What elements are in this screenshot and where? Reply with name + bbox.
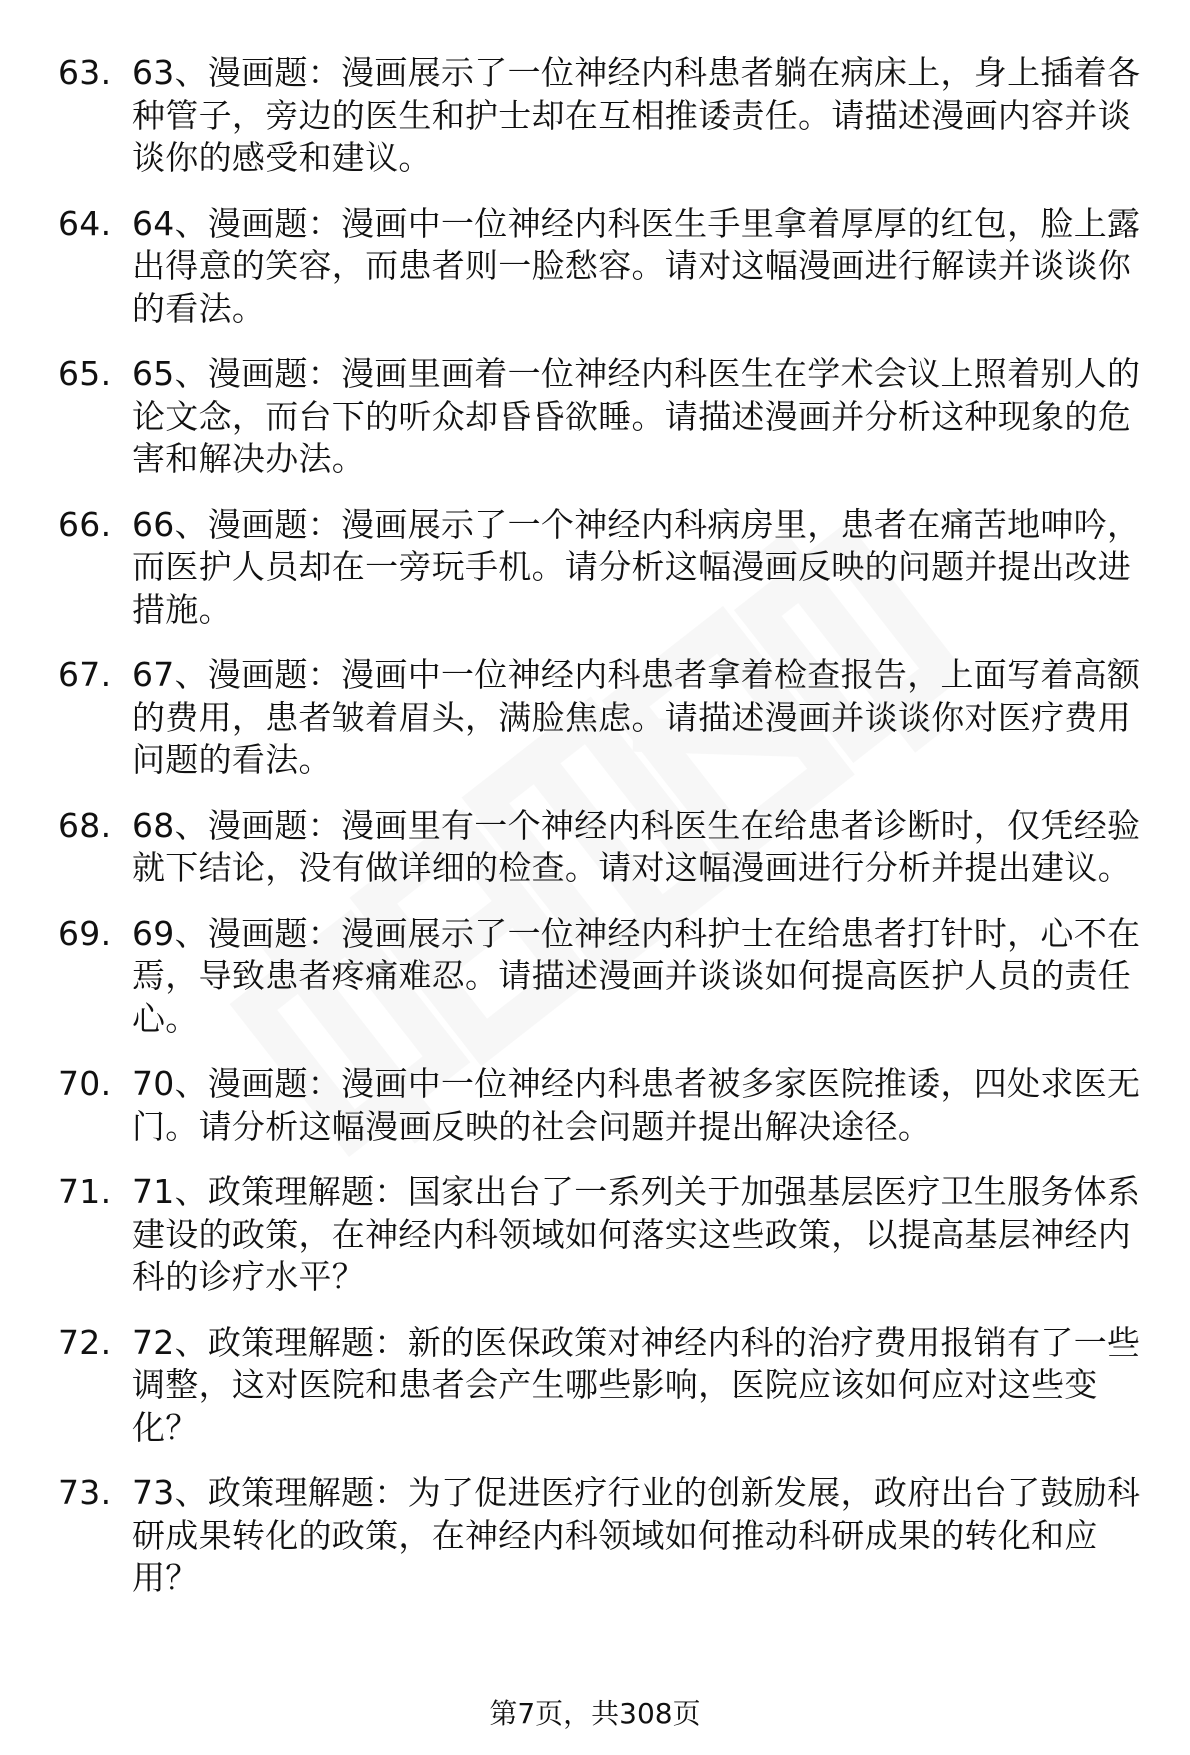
question-item-70 <box>58 1063 1148 1148</box>
question-text: 66、漫画题：漫画展示了一个神经内科病房里，患者在痛苦地呻吟，而医护人员却在一旁玩手机。请分析这幅漫画反映的问题并提出改进措施。 <box>132 504 1141 629</box>
question-item-72 <box>58 1322 1148 1450</box>
question-number: 65. <box>58 354 112 393</box>
question-item-68 <box>58 805 1148 890</box>
question-item-63 <box>58 52 1148 180</box>
question-text: 65、漫画题：漫画里画着一位神经内科医生在学术会议上照着别人的论文念，而台下的听众却昏昏欲睡。请描述漫画并分析这种现象的危害和解决办法。 <box>132 354 1141 478</box>
question-text: 68、漫画题：漫画里有一个神经内科医生在给患者诊断时，仅凭经验就下结论，没有做详细的检查。请对这幅漫画进行分析并提出建议。 <box>132 805 1141 887</box>
question-text: 63、漫画题：漫画展示了一位神经内科患者躺在病床上，身上插着各种管子，旁边的医生和护士却在互相推诿责任。请描述漫画内容并谈谈你的感受和建议。 <box>132 53 1141 177</box>
question-item-65 <box>58 353 1148 481</box>
question-item-73 <box>58 1472 1148 1600</box>
question-item-71 <box>58 1171 1148 1299</box>
question-number: 73. <box>58 1473 112 1512</box>
question-list <box>58 52 1148 1623</box>
question-text: 69、漫画题：漫画展示了一位神经内科护士在给患者打针时，心不在焉，导致患者疼痛难忍。请描述漫画并谈谈如何提高医护人员的责任心。 <box>132 913 1141 1038</box>
question-text: 67、漫画题：漫画中一位神经内科患者拿着检查报告，上面写着高额的费用，患者皱着眉头，满脸焦虑。请描述漫画并谈谈你对医疗费用问题的看法。 <box>132 655 1141 779</box>
question-number: 69. <box>58 913 112 953</box>
page-number-footer: 第7页，共308页 <box>489 1697 701 1730</box>
question-text: 72、政策理解题：新的医保政策对神经内科的治疗费用报销有了一些调整，这对医院和患者会产生哪些影响，医院应该如何应对这些变化？ <box>132 1322 1141 1447</box>
question-number: 72. <box>58 1322 112 1362</box>
question-text: 64、漫画题：漫画中一位神经内科医生手里拿着厚厚的红包，脸上露出得意的笑容，而患者则一脸愁容。请对这幅漫画进行解读并谈谈你的看法。 <box>132 203 1141 328</box>
question-number: 71. <box>58 1172 112 1211</box>
question-item-69 <box>58 913 1148 1041</box>
question-text: 73、政策理解题：为了促进医疗行业的创新发展，政府出台了鼓励科研成果转化的政策，在神经内科领域如何推动科研成果的转化和应用？ <box>132 1473 1141 1597</box>
question-text: 70、漫画题：漫画中一位神经内科患者被多家医院推诿，四处求医无门。请分析这幅漫画反映的社会问题并提出解决途径。 <box>132 1064 1141 1146</box>
question-number: 68. <box>58 805 112 845</box>
question-number: 70. <box>58 1064 112 1103</box>
question-number: 67. <box>58 655 112 694</box>
question-number: 66. <box>58 504 112 544</box>
question-number: 63. <box>58 53 112 92</box>
question-item-66 <box>58 504 1148 632</box>
question-number: 64. <box>58 203 112 243</box>
question-item-67 <box>58 654 1148 782</box>
question-item-64 <box>58 203 1148 331</box>
question-text: 71、政策理解题：国家出台了一系列关于加强基层医疗卫生服务体系建设的政策，在神经内科领域如何落实这些政策，以提高基层神经内科的诊疗水平？ <box>132 1172 1141 1296</box>
